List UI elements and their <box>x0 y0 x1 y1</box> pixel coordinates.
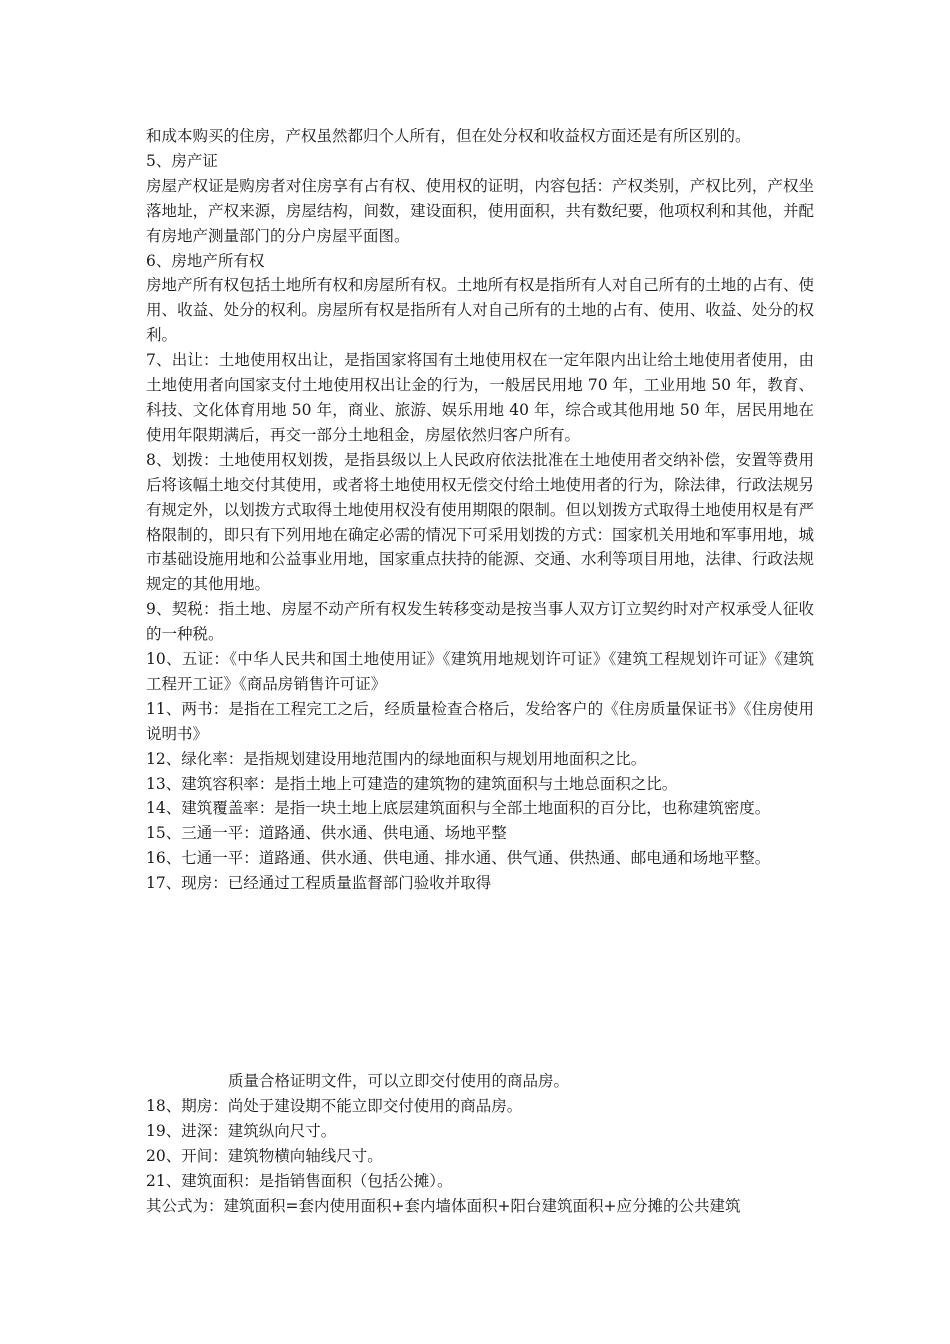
paragraph-building-area-formula: 其公式为：建筑面积=套内使用面积+套内墙体面积+阳台建筑面积+应分摊的公共建筑 <box>146 1196 741 1215</box>
paragraph-building-area: 21、建筑面积：是指销售面积（包括公摊）。 <box>146 1171 453 1190</box>
paragraph-existing-house-continued: 质量合格证明文件，可以立即交付使用的商品房。 <box>228 1072 570 1090</box>
paragraph-real-estate-ownership: 房地产所有权包括土地所有权和房屋所有权。土地所有权是指所有人对自己所有的土地的占有、使用、收益、处分的权利。房屋所有权是指所有人对自己所有的土地的占有、使用、收益、处分的权利。 <box>146 276 814 345</box>
paragraph-off-plan-house: 18、期房：尚处于建设期不能立即交付使用的商品房。 <box>146 1096 523 1115</box>
heading-property-certificate: 5、房产证 <box>146 151 218 170</box>
paragraph-continuation: 和成本购买的住房，产权虽然都归个人所有，但在处分权和收益权方面还是有所区别的。 <box>146 127 751 145</box>
paragraph-seven-connections: 16、七通一平：道路通、供水通、供电通、排水通、供气通、供热通、邮电通和场地平整。 <box>146 849 771 868</box>
paragraph-five-certificates: 10、五证：《中华人民共和国土地使用证》《建筑用地规划许可证》《建筑工程规划许可证》《建筑工程开工证》《商品房销售许可证》 <box>146 650 814 693</box>
paragraph-plot-ratio: 13、建筑容积率：是指土地上可建造的建筑物的建筑面积与土地总面积之比。 <box>146 774 678 793</box>
paragraph-land-allocation: 8、划拨：土地使用权划拨，是指县级以上人民政府依法批准在土地使用者交纳补偿，安置等费用后将该幅土地交付其使用，或者将土地使用权无偿交付给土地使用者的行为，除法律，行政法规另有规定外，以划拨方式取得土地使用权没有使用期限的限制。但以划拨方式取得土地使用权是有严格限制的，即只有下列用地在确定必需的情况下可采用划拨的方式：国家机关用地和军事用地，城市基础设施用地和公益事业用地，国家重点扶持的能源、交通、水利等项目用地，法律、行政法规规定的其他用地。 <box>146 450 814 594</box>
paragraph-three-connections: 15、三通一平：道路通、供水通、供电通、场地平整 <box>146 824 507 843</box>
paragraph-depth: 19、进深：建筑纵向尺寸。 <box>146 1121 337 1140</box>
document-body-bottom <box>146 1069 814 1218</box>
paragraph-greening-rate: 12、绿化率：是指规划建设用地范围内的绿地面积与规划用地面积之比。 <box>146 749 647 768</box>
paragraph-deed-tax: 9、契税：指土地、房屋不动产所有权发生转移变动是按当事人双方订立契约时对产权承受人征收的一种税。 <box>146 600 814 644</box>
paragraph-existing-house: 17、现房：已经通过工程质量监督部门验收并取得 <box>146 874 492 893</box>
paragraph-two-documents: 11、两书：是指在工程完工之后，经质量检查合格后，发给客户的《住房质量保证书》《住房使用说明书》 <box>146 699 814 743</box>
paragraph-land-transfer: 7、出让：土地使用权出让，是指国家将国有土地使用权在一定年限内出让给土地使用者使用，由土地使用者向国家支付土地使用权出让金的行为，一般居民用地 70 年，工业用地 50 年，教育、科技、文化体育用地 50 年，商业、旅游、娱乐用地 40 年，综合或其他用地 50 年，居民用地在使用年限期满后，再交一部分土地租金，房屋依然归客户所有。 <box>146 351 814 444</box>
paragraph-property-certificate: 房屋产权证是购房者对住房享有占有权、使用权的证明，内容包括：产权类别，产权比列，产权坐落地址，产权来源，房屋结构，间数，建设面积，使用面积，共有数纪要，他项权利和其他，并配有房地产测量部门的分户房屋平面图。 <box>146 176 814 245</box>
heading-real-estate-ownership: 6、房地产所有权 <box>146 251 265 270</box>
paragraph-bay-width: 20、开间：建筑物横向轴线尺寸。 <box>146 1146 383 1165</box>
document-body-top <box>146 124 814 896</box>
paragraph-building-coverage: 14、建筑覆盖率：是指一块土地上底层建筑面积与全部土地面积的百分比，也称建筑密度。 <box>146 799 771 818</box>
